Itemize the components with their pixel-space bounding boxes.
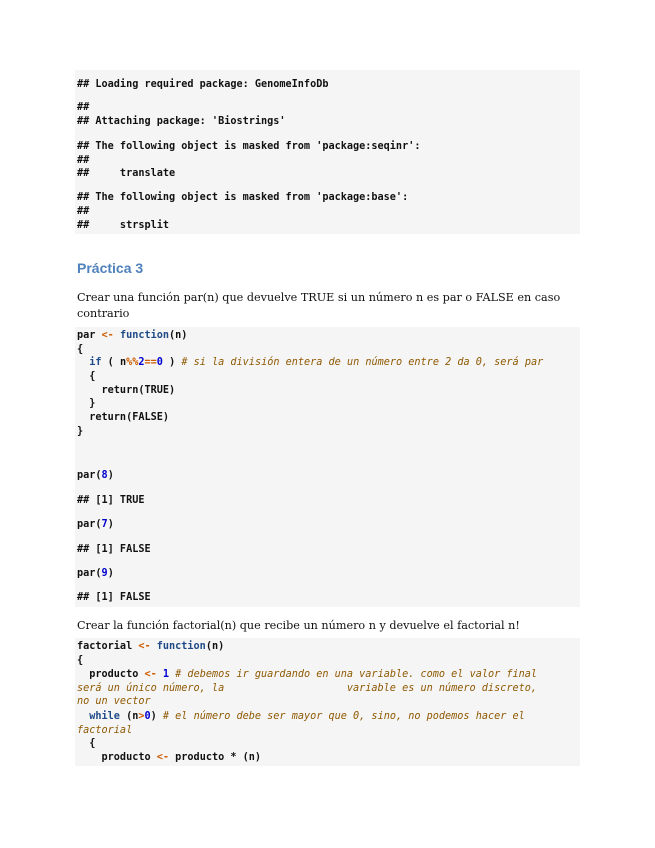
code-comment: factorial [77,725,133,736]
code-comment: será un único número, la variable es un número discreto, [77,683,538,694]
code-line [77,470,114,481]
code-comment: # debemos ir guardando en una variable. como el valor final [169,669,538,680]
code-token: par( [77,568,102,579]
code-line [77,752,261,763]
r-code-block-factorial [75,638,580,766]
code-line [77,519,114,530]
code-token: (n [119,711,139,722]
output-line: ## [77,102,90,113]
code-token: 7 [101,519,108,530]
code-line: return(FALSE) [77,412,170,423]
code-token: 8 [101,470,108,481]
code-token: <- [95,330,120,341]
code-comment: no un vector [77,696,151,707]
code-token: <- [132,641,157,652]
code-token: > [138,711,145,722]
output-line: ## Attaching package: 'Biostrings' [77,116,286,127]
paragraph-factorial-description: Crear la función factorial(n) que recibe un número n y devuelve el factorial n! [77,619,520,632]
section-heading: Práctica 3 [77,260,144,276]
code-line: return(TRUE) [77,385,176,396]
output-line: ## [77,206,90,217]
code-token: ) [107,568,114,579]
output-line: ## strsplit [77,220,170,231]
code-line: { [77,655,84,666]
paragraph-par-description: Crear una función par(n) que devuelve TRUE si un número n es par o FALSE en caso contrario [77,291,561,320]
code-token: producto [77,752,151,763]
code-line [77,641,224,652]
code-token: (n) [205,641,225,652]
code-line [77,357,543,368]
r-code-block-par [75,327,580,607]
code-token: %% [126,357,139,368]
code-token: function [156,641,206,652]
code-token: ) [107,470,114,481]
code-line [77,711,525,722]
code-token: <- [138,669,163,680]
code-token: 9 [101,568,108,579]
output-line: ## The following object is masked from 'package:seqinr': [77,141,421,152]
code-line [77,568,114,579]
code-line [77,669,537,680]
code-token: ) [162,357,182,368]
code-token: <- [150,752,176,763]
output-line: ## [1] TRUE [77,495,145,506]
code-line: { [77,371,96,382]
code-token: if [77,357,102,368]
code-token: par( [77,470,102,481]
code-token: ) [107,519,114,530]
code-token: ( n [101,357,127,368]
code-line: } [77,426,84,437]
code-comment: # el número debe ser mayor que 0, sino, no podemos hacer el [156,711,525,722]
code-line: } [77,398,96,409]
code-token: producto [77,669,139,680]
output-line: ## Loading required package: GenomeInfoDb [77,79,329,90]
code-token: function [119,330,170,341]
r-output-block [75,70,580,234]
code-token: 0 [144,711,151,722]
output-line: ## translate [77,168,176,179]
code-token: ) [150,711,157,722]
output-line: ## [1] FALSE [77,544,151,555]
output-line: ## [1] FALSE [77,592,151,603]
code-token: 2 [138,357,145,368]
code-token: factorial [77,641,133,652]
code-line: { [77,738,96,749]
output-line: ## The following object is masked from 'package:base': [77,192,409,203]
output-line: ## [77,155,90,166]
code-token: == [144,357,157,368]
code-token: 1 [162,669,170,680]
code-token: while [77,711,120,722]
code-comment: # si la división entera de un número entre 2 da 0, será par [181,357,544,368]
code-line: { [77,344,84,355]
code-token: par [77,330,96,341]
code-token: 0 [156,357,163,368]
code-token: (n) [169,330,188,341]
code-token: producto * (n) [175,752,262,763]
code-line [77,330,187,341]
code-token: par( [77,519,102,530]
